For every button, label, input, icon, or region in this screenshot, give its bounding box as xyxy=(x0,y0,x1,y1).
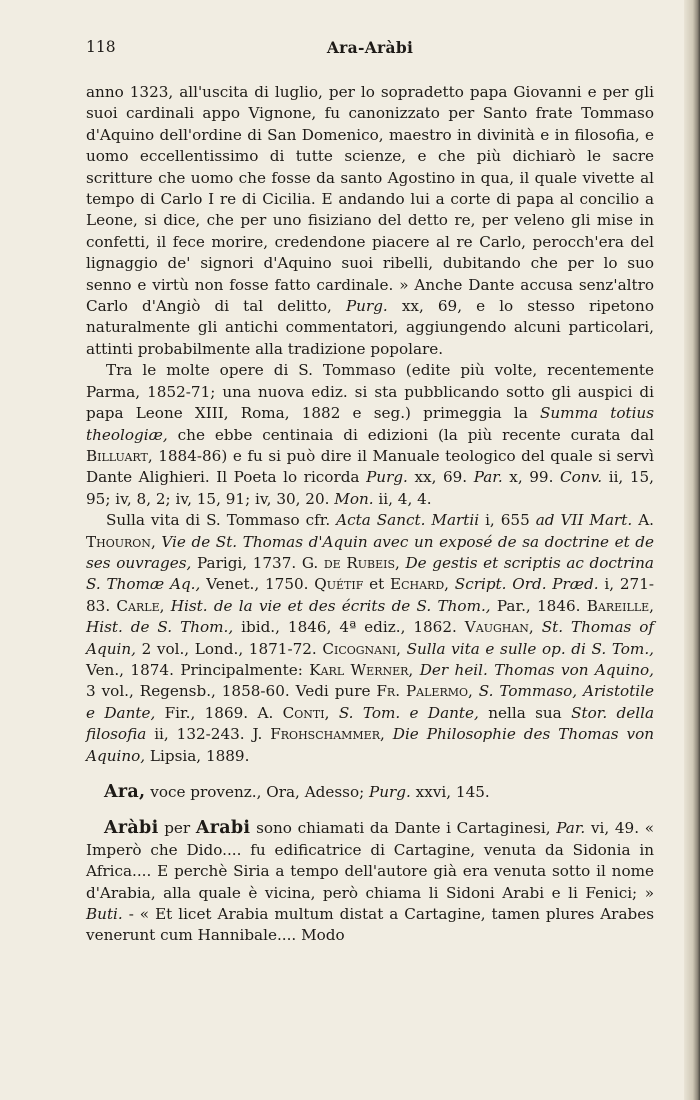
page-header xyxy=(86,38,654,60)
text-span: ii, 15, 95; iv, 8, 2; iv, 15, 91; iv, 30, 20. xyxy=(86,468,654,508)
author-name: Carle xyxy=(116,596,160,615)
text-span: i, 271-83. xyxy=(86,575,654,615)
text-span: Ven., 1874. Principalmente: xyxy=(86,660,310,679)
text-span: , xyxy=(408,660,420,679)
text-span: x, 99. xyxy=(502,468,560,487)
entry-headword: Aràbi xyxy=(104,818,159,839)
text-span: Tra le molte opere di S. Tommaso (edite più volte, recentemente Parma, 1852-71; una nuova ediz. si sta pubblicando sotto gli auspici di papa Leone XIII, Roma, 1882 e seg.) primeggia la xyxy=(86,361,654,423)
text-span: nella sua xyxy=(478,703,572,722)
running-title: Ara-Aràbi xyxy=(326,38,414,57)
author-name: Quétif xyxy=(314,575,364,594)
work-title: S. Tommaso, Aristotile e Dante, xyxy=(86,682,654,722)
author-name: Frohschammer xyxy=(270,725,380,744)
author-name: Echard xyxy=(390,575,445,594)
author-name: Karl Werner xyxy=(309,660,409,679)
work-title: S. Tom. e Dante, xyxy=(338,703,479,722)
author-name: Fr. Palermo xyxy=(376,682,469,701)
work-title: Hist. de S. Thom., xyxy=(86,618,234,637)
entry-spacer xyxy=(86,767,654,782)
citation: Par. xyxy=(556,819,586,838)
text-span: 2 vol., Lond., 1871-72. xyxy=(135,639,323,658)
paragraph-villani-quote xyxy=(86,82,654,360)
work-title: Stor. della filosofia xyxy=(86,703,655,744)
text-span: sono chiamati da Dante i Cartaginesi, xyxy=(250,819,557,838)
text-span: , xyxy=(380,725,393,744)
entry-headword: Ara, xyxy=(104,782,146,802)
work-title: De gestis et scriptis ac doctrina S. Thomæ Aq., xyxy=(86,553,654,594)
text-span: , xyxy=(649,596,654,615)
paragraph-works xyxy=(86,360,654,510)
text-span: xx, 69, e lo stesso ripetono naturalmente gli antichi commentatori, aggiungendo alcuni particolari, attinti probabilmente alla tradizione popolare. xyxy=(86,297,654,358)
text-span: Venet., 1750. xyxy=(200,575,315,594)
text-span: xxvi, 145. xyxy=(410,783,490,801)
text-span: anno 1323, all'uscita di luglio, per lo sopradetto papa Giovanni e per gli suoi cardinali appo Vignone, fu canonizzato per Santo frate Tommaso d'Aquino dell'ordine di San Domenico, maestro in divinità e in filosofia, e uomo eccellentissimo di tutte scienze, e che più dichiarò le sacre scritture che uomo che fosse da santo Agostino in qua, il quale vivette al tempo di Carlo I re di Cicilia. E andando lui a corte di papa al concilio a Leone, si dice, che per uno fisiziano del detto re, per veleno gli mise in confetti, il fece morire, credendone piacere al re Carlo, perocch'era del lignaggio de' signori d'Aquino suoi ribelli, dubitando che per lo suo senno e virtù non fosse fatto cardinale. » Anche Dante accusa senz'altro Carlo d'Angiò di tal delitto, xyxy=(86,83,654,316)
citation: Par. xyxy=(473,468,503,487)
paragraph-bibliography xyxy=(86,510,654,767)
entry-spacer xyxy=(86,803,654,818)
text-span: che ebbe centinaia di edizioni (la più recente curata dal xyxy=(167,425,654,444)
author-name: de Rubeis xyxy=(323,553,396,572)
work-title: St. Thomas of Aquin, xyxy=(86,618,655,658)
page-body xyxy=(86,82,654,947)
text-span: vi, 49. « Imperò che Dido.... fu edificatrice di Cartagine, venuta da Sidonia in Africa.... E perchè Siria a tempo dell'autore già era venuta sotto il nome d'Arabia, alla quale è vicina, però chiama li Sidoni Arabi e li Fenici; » xyxy=(86,819,654,902)
text-span: , xyxy=(444,575,455,594)
entry-headword-variant: Arabi xyxy=(195,818,251,839)
work-title: Acta Sanct. Martii xyxy=(336,511,480,530)
text-span: xx, 69. xyxy=(407,468,474,487)
work-title: Hist. de la vie et des écrits de S. Thom., xyxy=(170,596,491,615)
author-name: Bareille xyxy=(586,596,650,615)
text-span: Par., 1846. xyxy=(490,596,587,615)
author-name: Vaughan xyxy=(464,618,529,637)
work-title: Der heil. Thomas von Aquino, xyxy=(419,660,655,679)
author-name: Thouron xyxy=(86,532,151,551)
text-span: Sulla vita di S. Tommaso cfr. xyxy=(106,511,337,530)
page-edge xyxy=(684,0,700,1100)
text-span: i, 655 xyxy=(479,511,536,530)
work-title: ad VII Mart. xyxy=(535,511,633,530)
text-span: voce provenz., Ora, Adesso; xyxy=(145,783,370,801)
work-title: Script. Ord. Præd. xyxy=(454,575,599,594)
citation: Conv. xyxy=(559,468,603,487)
author-name: Billuart xyxy=(86,446,148,465)
work-title: Summa totius theologiæ, xyxy=(86,404,654,444)
text-span: , xyxy=(150,532,162,551)
text-span: , xyxy=(468,682,479,701)
entry-ara xyxy=(86,782,654,803)
text-span: et xyxy=(363,575,391,594)
citation: Purg. xyxy=(366,468,408,487)
entry-arabi xyxy=(86,818,654,946)
text-span: ibid., 1846, 4ª ediz., 1862. xyxy=(233,618,465,637)
text-span: , xyxy=(324,703,339,722)
text-span: 3 vol., Regensb., 1858-60. Vedi pure xyxy=(86,682,377,701)
text-span: ii, 132-243. J. xyxy=(146,725,271,744)
source-citation: Buti. xyxy=(86,905,123,924)
text-span: per xyxy=(158,819,196,838)
work-title: Vie de St. Thomas d'Aquin avec un exposé de sa doctrine et de ses ouvrages, xyxy=(86,532,654,572)
author-name: Cicognani xyxy=(322,639,397,658)
text-span: - « Et licet Arabia multum distat a Cartagine, tamen plures Arabes venerunt cum Hannibale.... Modo xyxy=(86,905,654,945)
text-span: Fir., 1869. A. xyxy=(155,703,283,722)
text-span: , xyxy=(395,553,406,572)
text-span: , xyxy=(528,618,542,637)
text-span: , xyxy=(159,596,171,615)
text-span: ii, 4, 4. xyxy=(373,489,432,508)
citation: Purg. xyxy=(369,783,411,801)
work-title: Die Philosophie des Thomas von Aquino, xyxy=(86,725,654,765)
text-span: A. xyxy=(632,511,654,530)
text-span: Lipsia, 1889. xyxy=(145,746,250,765)
page-number: 118 xyxy=(86,38,116,56)
citation: Purg. xyxy=(345,297,388,316)
author-name: Conti xyxy=(282,703,325,722)
text-span: Parigi, 1737. G. xyxy=(191,553,324,572)
work-title: Sulla vita e sulle op. di S. Tom., xyxy=(406,639,654,658)
citation: Mon. xyxy=(334,489,374,508)
text-span: , xyxy=(396,639,407,658)
text-span: , 1884-86) e fu si può dire il Manuale teologico del quale si servì Dante Alighieri. Il Poeta lo ricorda xyxy=(86,446,654,487)
